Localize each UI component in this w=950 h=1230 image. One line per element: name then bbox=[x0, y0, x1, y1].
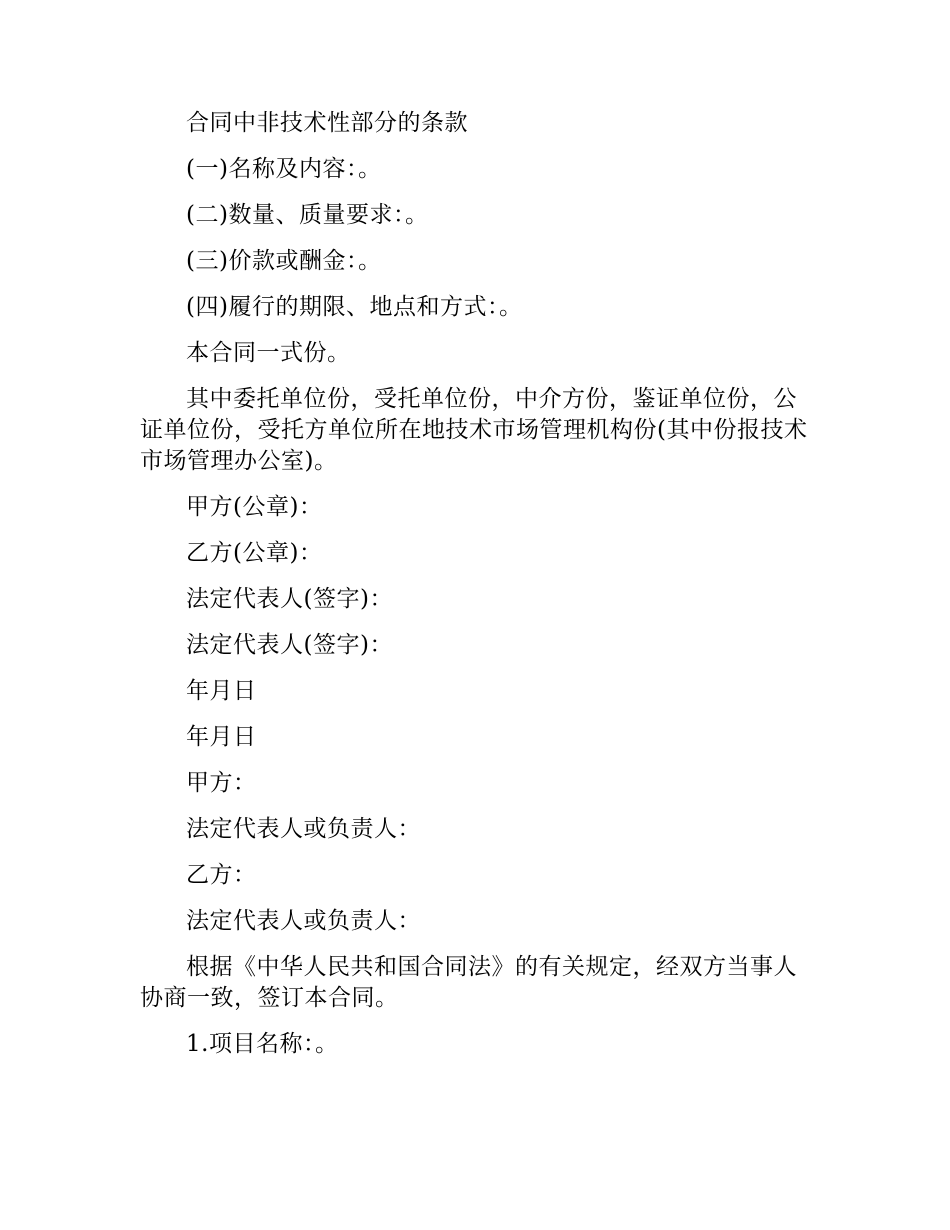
party-a-representative: 法定代表人或负责人： bbox=[186, 816, 421, 842]
document-body bbox=[140, 108, 810, 1075]
clause-price: (三)价款或酬金：。 bbox=[186, 248, 382, 274]
party-a-label: 甲方： bbox=[186, 770, 257, 796]
copies-statement: 本合同一式份。 bbox=[186, 340, 351, 366]
clause-performance: (四)履行的期限、地点和方式：。 bbox=[186, 294, 523, 320]
clause-name-content: (一)名称及内容：。 bbox=[186, 156, 382, 182]
party-b-label: 乙方： bbox=[186, 862, 257, 888]
project-name-item: 1.项目名称：。 bbox=[186, 1031, 339, 1057]
party-b-seal: 乙方(公章)： bbox=[186, 540, 323, 566]
party-b-representative: 法定代表人或负责人： bbox=[186, 908, 421, 934]
date-line-a: 年月日 bbox=[186, 678, 257, 704]
legal-rep-signature-a: 法定代表人(签字)： bbox=[186, 586, 393, 612]
party-a-seal: 甲方(公章)： bbox=[186, 494, 323, 520]
section-heading: 合同中非技术性部分的条款 bbox=[186, 110, 468, 136]
date-line-b: 年月日 bbox=[186, 724, 257, 750]
contract-basis: 根据《中华人民共和国合同法》的有关规定，经双方当事人协商一致，签订本合同。 bbox=[140, 954, 797, 1011]
copies-distribution: 其中委托单位份，受托单位份，中介方份，鉴证单位份，公证单位份，受托方单位所在地技术市场管理机构份(其中份报技术市场管理办公室)。 bbox=[140, 386, 808, 474]
clause-quantity-quality: (二)数量、质量要求：。 bbox=[186, 202, 429, 228]
legal-rep-signature-b: 法定代表人(签字)： bbox=[186, 632, 393, 658]
